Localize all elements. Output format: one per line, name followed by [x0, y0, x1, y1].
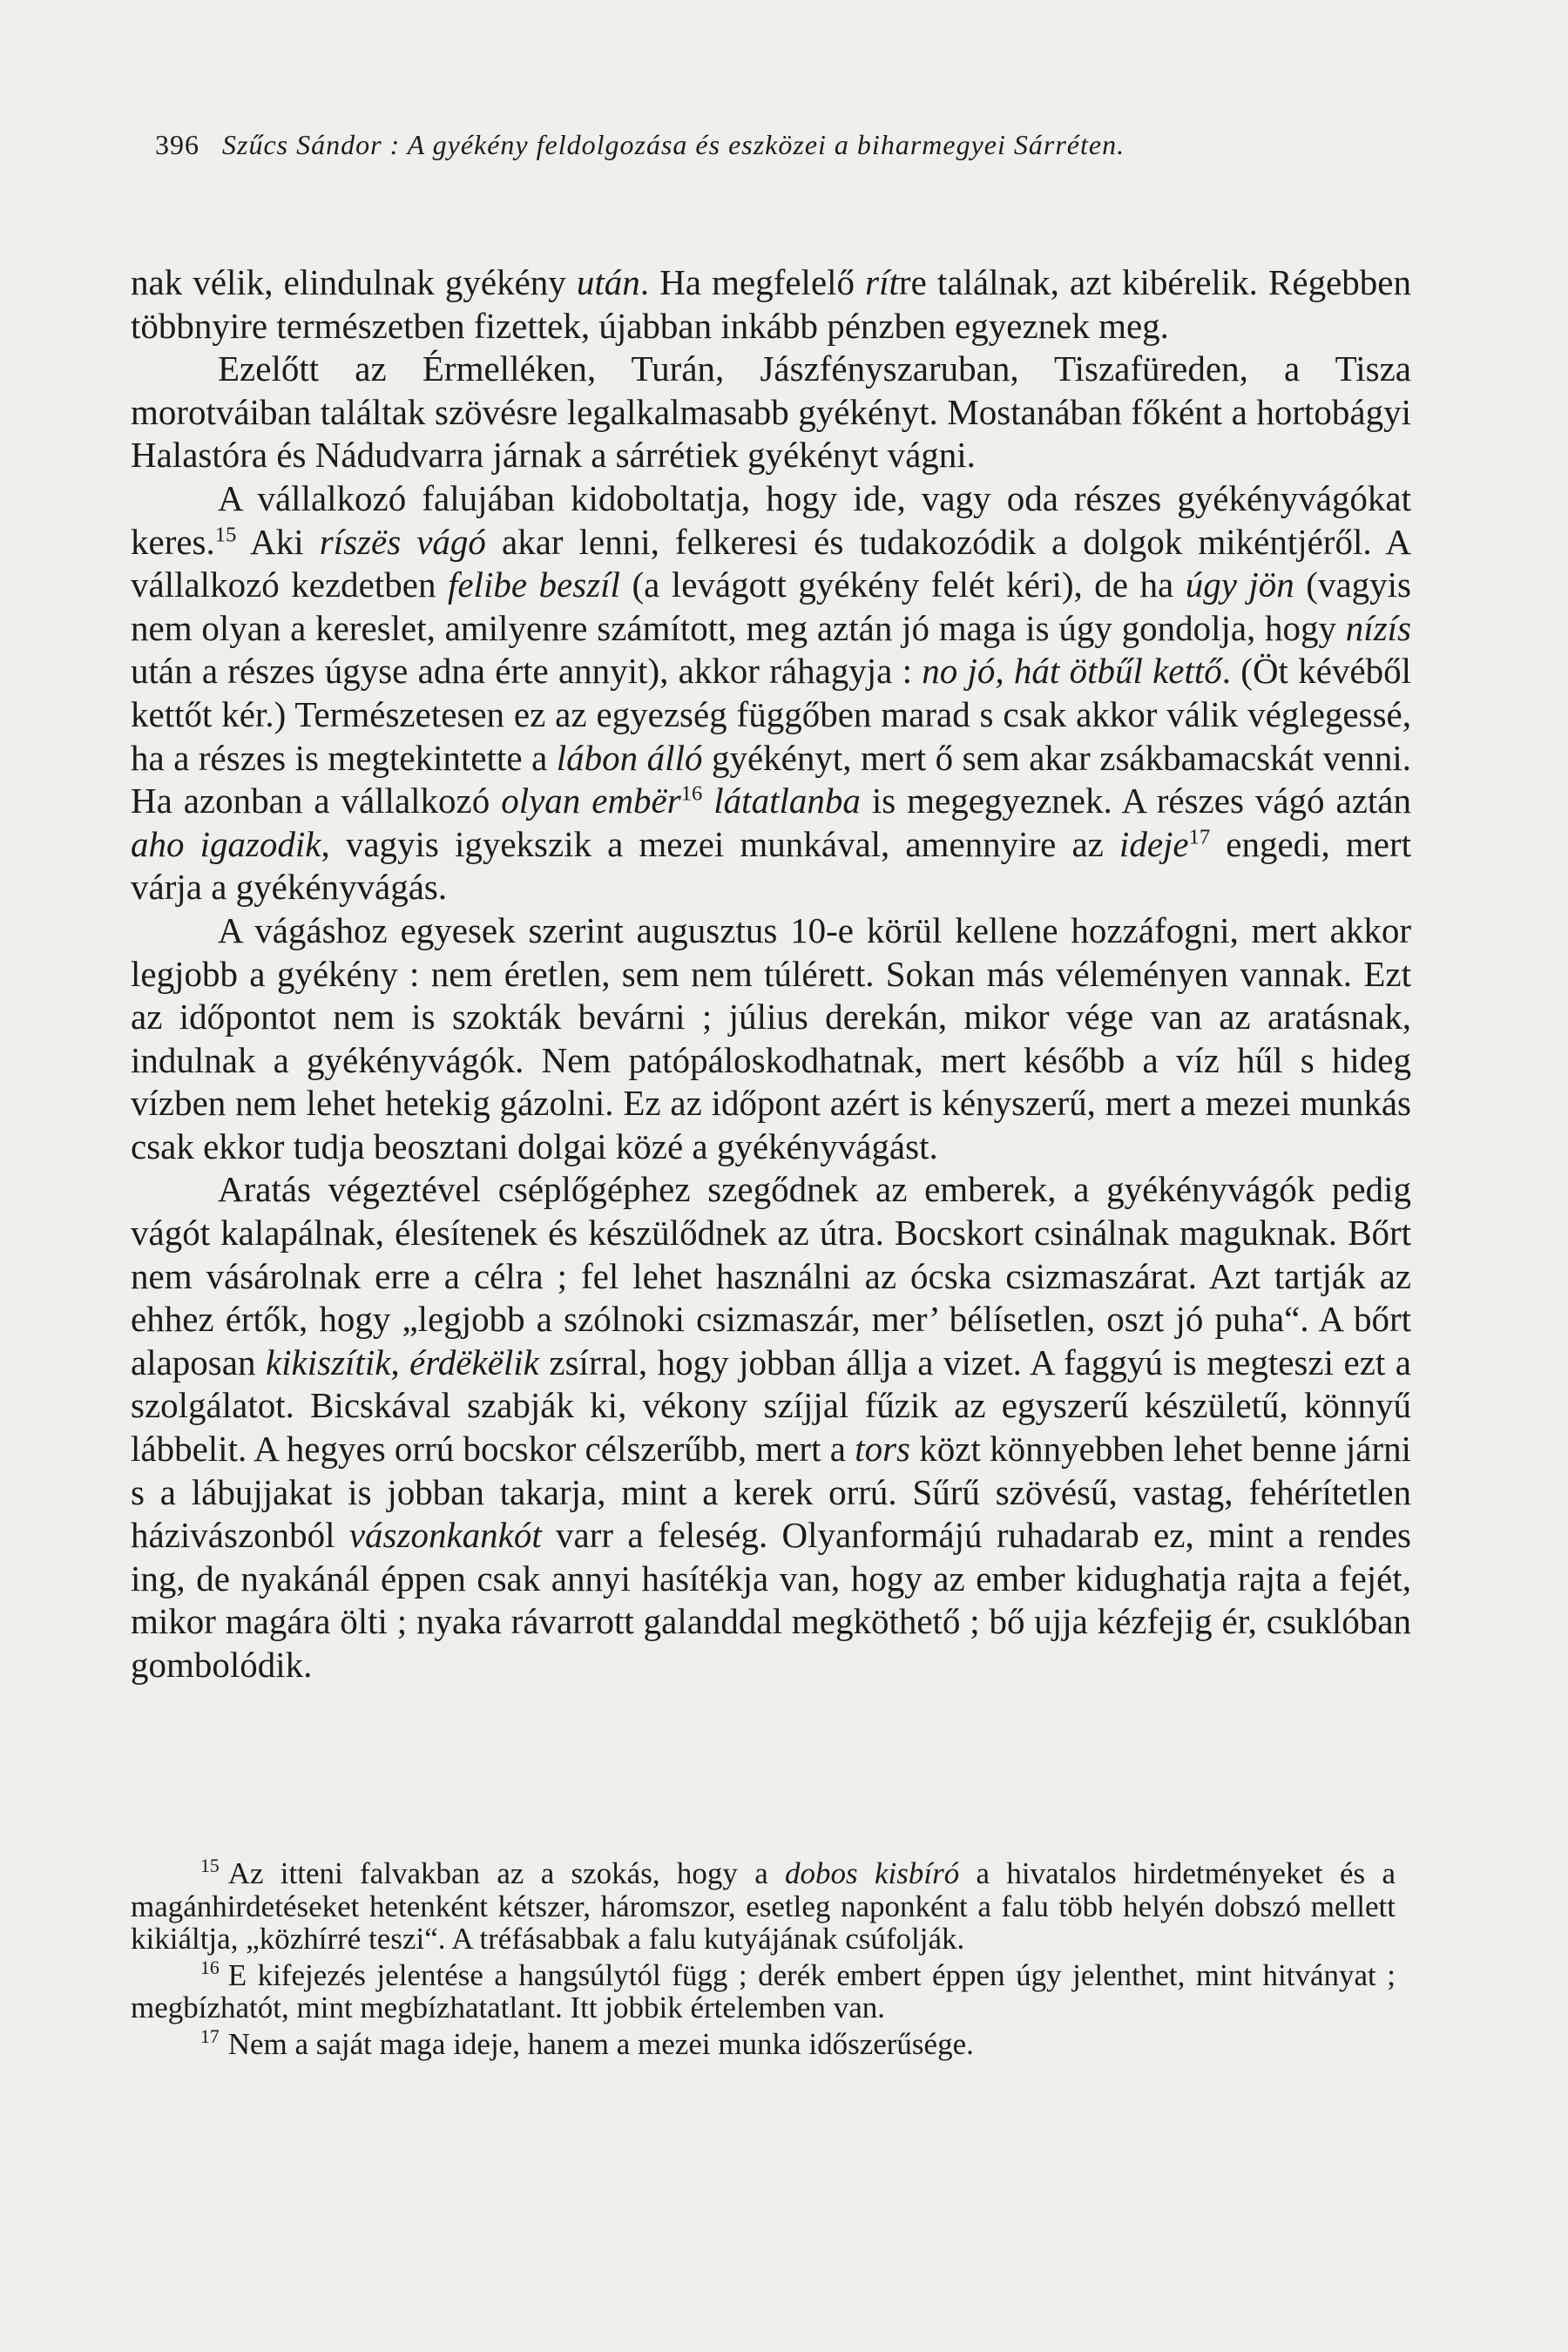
italic-term: ríszës vágó	[319, 521, 486, 562]
footnote-ref: 16	[680, 781, 703, 806]
running-title: Szűcs Sándor : A gyékény feldolgozása és eszközei a biharmegyei Sárréten.	[222, 129, 1125, 160]
italic-term: nízís	[1345, 607, 1411, 648]
text-run: A vállalkozó falujában kidoboltatja, hogy ide, vagy oda részes gyékényvágókat keres.	[131, 477, 1411, 562]
text-run: , vagyis igyekszik a mezei munkával, amennyire az	[321, 823, 1119, 864]
italic-term: aho igazodik	[131, 823, 321, 864]
text-run: gyékényt, mert ő sem akar zsákbamacskát venni. Ha azonban a vállalkozó	[131, 737, 1411, 821]
text-run: A vágáshoz egyesek szerint augusztus 10-e körül kellene hozzáfogni, mert akkor legjobb a gyékény : nem éretlen, sem nem túlérett. Sokan más véleményen vannak. Ezt az időpontot nem is szokták bevárni ; július derekán, mikor vége van az aratásnak, indulnak a gyékényvágók. Nem patópáloskodhatnak, mert később a víz hűl s hideg vízben nem lehet hetekig gázolni. Ez az időpont azért is kényszerű, mert a mezei munkás csak ekkor tudja beosztani dolgai közé a gyékényvágást.	[131, 909, 1411, 1166]
italic-term: olyan embër	[501, 781, 681, 821]
italic-term: rít	[865, 262, 899, 302]
running-header	[155, 129, 1427, 161]
text-run: . Ha megfelelő	[639, 262, 866, 302]
text-run: nak vélik, elindulnak gyékény	[131, 262, 577, 302]
text-run: Aratás végeztével cséplőgéphez szegődnek az emberek, a gyékényvágók pedig vágót kalapálnak, élesítenek és készülődnek az útra. Bocskort csinálnak maguknak. Bőrt nem vásárolnak erre a célra ; fel lehet használni az ócska csizmaszárat. Azt tartják az ehhez értők, hogy „legjobb a szólnoki csizmaszár, mer’ bélísetlen, oszt jó puha“. A bőrt alaposan	[131, 1169, 1411, 1382]
text-run: után a részes úgyse adna érte annyit), akkor ráhagyja :	[131, 651, 923, 692]
text-run: engedi, mert várja a gyékényvágás.	[131, 823, 1412, 908]
text-run: a hivatalos hirdetményeket és a magánhirdetéseket hetenként kétszer, háromszor, esetleg naponként a falu több helyén dobszó mellett kikiáltja, „közhírré teszi“. A tréfásabbak a falu kutyájának csúfolják.	[131, 1856, 1396, 1956]
footnote	[131, 2025, 1396, 2061]
italic-term: lábon álló	[556, 737, 703, 778]
text-run: akar lenni, felkeresi és tudakozódik a dolgok mikéntjéről. A vállalkozó kezdetben	[131, 521, 1412, 605]
paragraph	[131, 909, 1411, 1169]
text-run: E kifejezés jelentése a hangsúlytól függ ; derék embert éppen úgy jelenthet, mint hitványat ; megbízhatót, mint megbízhatatlant. Itt jobbik értelemben van.	[131, 1957, 1396, 2024]
text-run: (a levágott gyékény felét kéri), de ha	[619, 564, 1186, 605]
text-run: közt könnyebben lehet benne járni s a lábujjakat is jobban takarja, mint a kerek orrú. Sűrű szövésű, vastag, fehérítetlen házivászonból	[131, 1429, 1411, 1556]
italic-term: dobos kisbíró	[785, 1856, 960, 1890]
footnote-number: 15	[200, 1855, 220, 1877]
footnote-ref: 15	[214, 522, 237, 546]
text-run: Nem a saját maga ideje, hanem a mezei munka időszerűsége.	[227, 2026, 974, 2061]
footnote	[131, 1959, 1396, 2024]
italic-term: tors	[855, 1429, 911, 1470]
paragraph	[131, 348, 1411, 477]
paragraph	[131, 261, 1411, 348]
italic-term: után	[576, 262, 640, 302]
text-run: re találnak, azt kibérelik. Régebben többnyire természetben fizettek, újabban inkább pénzben egyeznek meg.	[131, 262, 1411, 346]
text-run: zsírral, hogy jobban állja a vizet. A faggyú is megteszi ezt a szolgálatot. Bicskával szabják ki, vékony szíjjal fűzik az egyszerű készületű, könnyű lábbelit. A hegyes orrú bocskor célszerűbb, mert a	[131, 1342, 1411, 1470]
text-run: varr a feleség. Olyanformájú ruhadarab ez, mint a rendes ing, de nyakánál éppen csak annyi hasítékja van, hogy az ember kidughatja rajta a fejét, mikor magára ölti ; nyaka rávarrott galanddal megköthető ; bő ujja kézfejig ér, csuklóban gombolódik.	[131, 1515, 1411, 1685]
italic-term: kikiszítik, érdëkëlik	[265, 1342, 539, 1382]
footnotes	[131, 1857, 1396, 2064]
body-text	[131, 261, 1411, 1687]
text-run	[702, 781, 713, 821]
italic-term: felibe beszíl	[447, 564, 620, 605]
page-number: 396	[155, 129, 199, 160]
italic-term: ideje	[1119, 823, 1189, 864]
footnote-number: 16	[200, 1957, 220, 1978]
text-run: is megegyeznek. A részes vágó aztán	[860, 781, 1412, 821]
footnote-ref: 17	[1188, 825, 1211, 849]
text-run: Az itteni falvakban az a szokás, hogy a	[227, 1856, 786, 1890]
text-run: . (Öt kévéből kettőt kér.) Természetesen ez az egyezség függőben marad s csak akkor válik véglegessé, ha a részes is megtekintette a	[131, 651, 1411, 778]
italic-term: úgy jön	[1185, 564, 1294, 605]
paragraph	[131, 1168, 1411, 1686]
text-run: Ezelőtt az Érmelléken, Turán, Jászfényszaruban, Tiszafüreden, a Tisza morotváiban találtak szövésre legalkalmasabb gyékényt. Mostanában főként a hortobágyi Halastóra és Nádudvarra járnak a sárrétiek gyékényt vágni.	[131, 348, 1411, 476]
italic-term: vászonkankót	[348, 1515, 542, 1556]
footnote	[131, 1857, 1396, 1956]
text-run: Aki	[236, 521, 320, 562]
paragraph	[131, 477, 1411, 909]
text-run: (vagyis nem olyan a kereslet, amilyenre számított, meg aztán jó maga is úgy gondolja, hogy	[131, 564, 1412, 648]
italic-term: látatlanba	[713, 781, 861, 821]
footnote-number: 17	[200, 2025, 220, 2047]
italic-term: no jó, hát ötbűl kettő	[922, 651, 1222, 692]
